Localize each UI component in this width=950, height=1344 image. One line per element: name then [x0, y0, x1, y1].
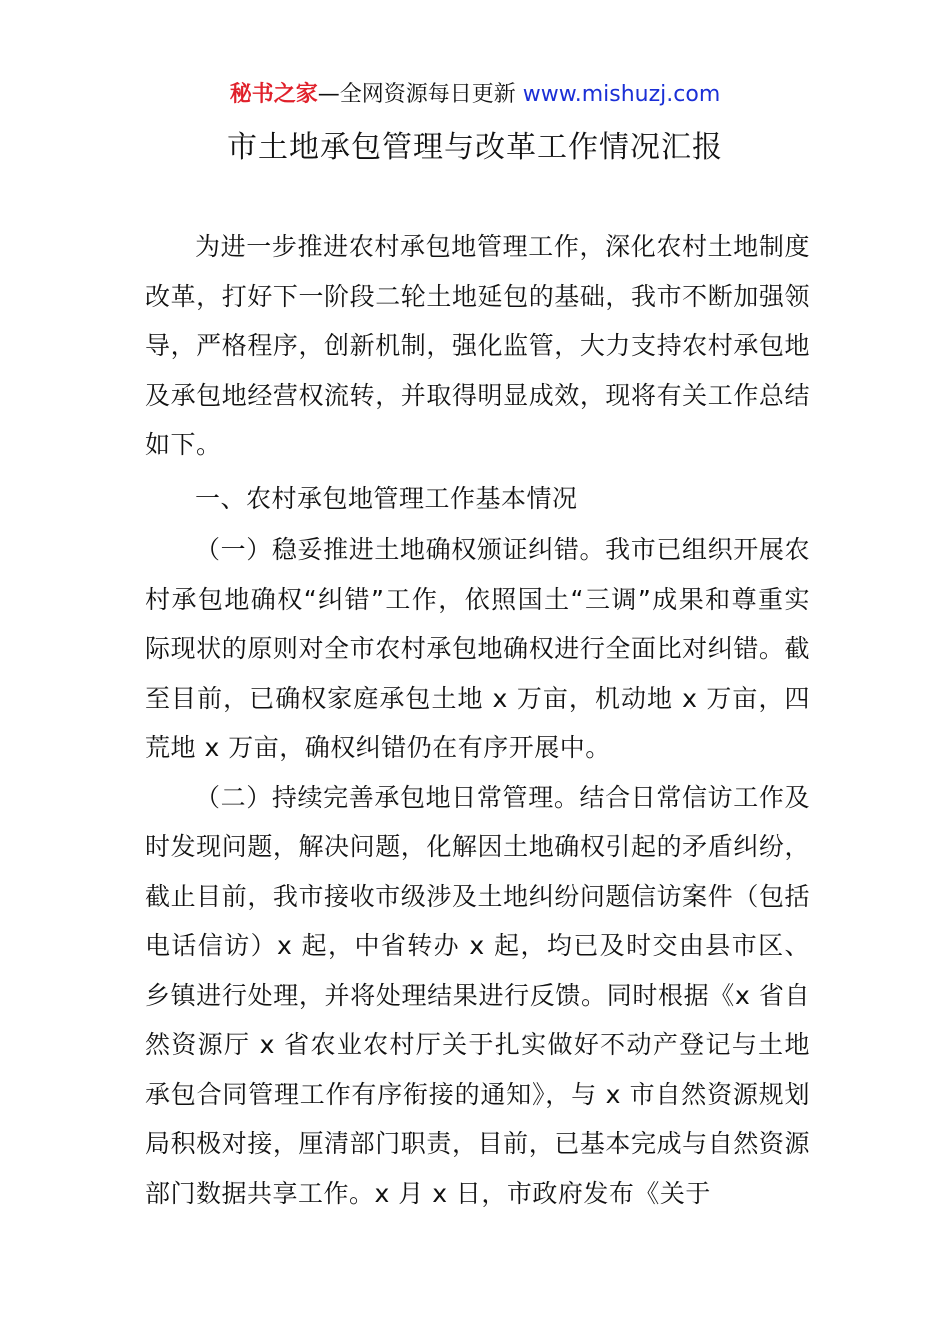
site-url: www.mishuzj.com: [522, 82, 721, 107]
intro-paragraph: 为进一步推进农村承包地管理工作，深化农村土地制度改革，打好下一阶段二轮土地延包的基础，我市不断加强领导，严格程序，创新机制，强化监管，大力支持农村承包地及承包地经营权流转，并取得明显成效，现将有关工作总结如下。: [145, 232, 810, 459]
body-paragraph: （二）持续完善承包地日常管理。结合日常信访工作及时发现问题，解决问题，化解因土地确权引起的矛盾纠纷，截止目前，我市接收市级涉及土地纠纷问题信访案件（包括电话信访）x 起，中省转办 x 起，均已及时交由县市区、乡镇进行处理，并将处理结果进行反馈。同时根据《x 省自然资源厅 x 省农业农村厅关于扎实做好不动产登记与土地承包合同管理工作有序衔接的通知》，与 x 市自然资源规划局积极对接，厘清部门职责，目前，已基本完成与自然资源部门数据共享工作。x 月 x 日，市政府发布《关于: [145, 782, 810, 1208]
section-heading: 一、农村承包地管理工作基本情况: [195, 483, 578, 513]
brand-name: 秘书之家: [229, 82, 318, 107]
body-paragraph: （一）稳妥推进土地确权颁证纠错。我市已组织开展农村承包地确权“纠错”工作，依照国土“三调”成果和尊重实际现状的原则对全市农村承包地确权进行全面比对纠错。截至目前，已确权家庭承包土地 x 万亩，机动地 x 万亩，四荒地 x 万亩，确权纠错仍在有序开展中。: [145, 535, 810, 762]
document-body: [145, 222, 810, 1218]
site-banner: [0, 78, 950, 112]
document-title: 市土地承包管理与改革工作情况汇报: [227, 130, 723, 165]
banner-tagline: —全网资源每日更新: [317, 82, 523, 107]
